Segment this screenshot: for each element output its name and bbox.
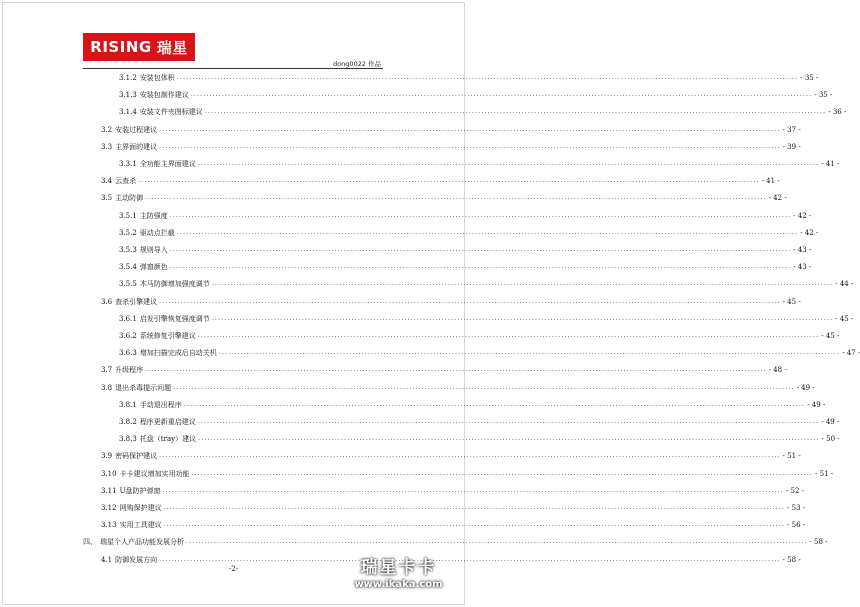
toc-entry-number: 3.3.1: [119, 160, 137, 168]
toc-entry[interactable]: [83, 433, 840, 445]
toc-dot-leader: ........................................................................................................................................................................................................: [211, 280, 834, 288]
toc-entry[interactable]: [83, 519, 806, 531]
toc-entry-title: 程序更新重启建议: [139, 418, 196, 426]
toc-entry-page: - 45 -: [782, 297, 801, 306]
toc-entry-title: U盘防护弹窗: [119, 486, 161, 495]
toc-entry-page: - 56 -: [787, 521, 806, 530]
toc-entry[interactable]: [83, 296, 801, 308]
toc-entry-number: 3.6.3: [119, 349, 137, 358]
toc-entry-number: 3.5.3: [119, 246, 137, 254]
toc-entry-page: - 35 -: [814, 91, 833, 100]
toc-entry[interactable]: [83, 192, 787, 204]
toc-entry-title: 密码保护建议: [115, 452, 158, 461]
toc-entry-page: - 53 -: [787, 504, 806, 512]
toc-dot-leader: ........................................................................................................................................................................................................: [169, 246, 792, 253]
ikaka-watermark: [336, 553, 461, 595]
toc-entry-number: 3.2: [101, 125, 113, 134]
toc-dot-leader: ........................................................................................................................................................................................................: [159, 555, 781, 563]
toc-entry[interactable]: [83, 124, 801, 136]
toc-entry-page: - 48 -: [768, 366, 787, 375]
toc-entry-page: - 51 -: [782, 452, 801, 461]
toc-dot-leader: ........................................................................................................................................................................................................: [186, 538, 808, 546]
toc-entry[interactable]: [83, 485, 805, 497]
toc-entry-page: - 50 -: [821, 435, 840, 444]
toc-entry-number: 3.1.4: [119, 108, 137, 117]
toc-dot-leader: ........................................................................................................................................................................................................: [169, 263, 792, 271]
toc-entry-title: 手动退出程序: [139, 400, 182, 409]
toc-dot-leader: ........................................................................................................................................................................................................: [197, 332, 820, 339]
toc-dot-leader: ........................................................................................................................................................................................................: [218, 349, 841, 357]
toc-entry-page: - 58 -: [782, 555, 801, 564]
toc-entry-number: 3.4: [101, 177, 113, 186]
toc-entry-number: 3.5.1: [119, 211, 137, 220]
header-rule: [83, 68, 383, 69]
toc-entry[interactable]: [83, 72, 819, 84]
watermark-url: www.ikaka.com: [354, 579, 443, 590]
toc-entry-page: - 41 -: [761, 177, 780, 186]
toc-entry-number: 3.8.2: [119, 418, 137, 426]
toc-dot-leader: ........................................................................................................................................................................................................: [183, 400, 806, 408]
toc-entry-number: 3.9: [101, 452, 113, 461]
toc-entry[interactable]: [83, 399, 826, 411]
toc-entry-number: 3.12: [101, 504, 117, 512]
toc-entry[interactable]: [83, 106, 847, 118]
toc-entry-number: 3.6.2: [119, 332, 137, 340]
toc-dot-leader: ........................................................................................................................................................................................................: [145, 194, 767, 202]
toc-dot-leader: ........................................................................................................................................................................................................: [159, 142, 781, 150]
toc-entry-number: 3.5.4: [119, 263, 137, 272]
toc-entry-page: - 37 -: [782, 125, 801, 134]
toc-dot-leader: ........................................................................................................................................................................................................: [191, 469, 814, 477]
toc-entry[interactable]: [83, 313, 854, 325]
toc-entry[interactable]: [83, 261, 812, 273]
toc-dot-leader: ........................................................................................................................................................................................................: [138, 177, 760, 185]
toc-dot-leader: ........................................................................................................................................................................................................: [190, 91, 813, 99]
toc-entry-title: 木马防御增加强度调节: [139, 280, 210, 289]
toc-dot-leader: ........................................................................................................................................................................................................: [145, 366, 767, 374]
toc-entry-title: 卡卡建议增加实用功能: [119, 469, 190, 478]
footer-page-number: -2-: [228, 565, 239, 573]
toc-entry[interactable]: [83, 89, 833, 101]
toc-dot-leader: ........................................................................................................................................................................................................: [176, 74, 799, 81]
toc-entry-page: - 45 -: [821, 332, 840, 340]
toc-entry[interactable]: [83, 227, 819, 239]
toc-entry-title: 安装包体积: [139, 74, 175, 82]
toc-entry[interactable]: [83, 364, 787, 376]
toc-dot-leader: ........................................................................................................................................................................................................: [176, 228, 799, 236]
toc-dot-leader: ........................................................................................................................................................................................................: [159, 125, 781, 133]
toc-entry-page: - 49 -: [796, 383, 815, 392]
toc-entry-title: 驱动点拦截: [139, 228, 175, 237]
toc-entry-page: - 45 -: [835, 314, 854, 323]
toc-entry-title: 规则导入: [139, 246, 168, 254]
toc-dot-leader: ........................................................................................................................................................................................................: [169, 211, 792, 219]
toc-entry-title: 托盘（tray）建议: [139, 435, 197, 444]
toc-entry-title: 安装过程建议: [115, 125, 158, 134]
toc-entry[interactable]: [83, 175, 780, 187]
toc-entry-title: 安装文件夹图标建议: [139, 108, 203, 117]
logo-text-en: RISING: [90, 38, 152, 56]
toc-entry-page: - 47 -: [842, 349, 860, 358]
toc-entry-number: 3.1.3: [119, 91, 137, 100]
toc-entry-page: - 49 -: [821, 418, 840, 426]
toc-entry[interactable]: [83, 468, 834, 480]
toc-entry-title: 增加扫描完成后自动关机: [139, 349, 217, 358]
toc-entry-number: 3.13: [101, 521, 117, 530]
toc-entry-title: 主界面的建议: [115, 142, 158, 151]
toc-entry[interactable]: [83, 158, 840, 170]
toc-entry[interactable]: [83, 416, 840, 428]
toc-entry-page: - 42 -: [793, 211, 812, 220]
toc-entry-page: - 42 -: [800, 228, 819, 237]
header-author: dong0022 作品: [333, 60, 381, 68]
toc-entry[interactable]: [83, 141, 801, 153]
toc-entry[interactable]: [83, 244, 812, 256]
toc-entry-title: 弹窗颜色: [139, 263, 168, 272]
rising-logo: [83, 33, 195, 61]
toc-entry-page: - 43 -: [793, 246, 812, 254]
toc-entry-title: 网购保护建议: [119, 504, 162, 512]
toc-entry-title: 全功能主界面建议: [139, 160, 196, 168]
toc-entry-title: 系统修复引擎建议: [139, 332, 196, 340]
toc-dot-leader: ........................................................................................................................................................................................................: [198, 435, 820, 443]
toc-entry-number: 3.11: [101, 486, 117, 495]
toc-entry[interactable]: [83, 502, 806, 514]
toc-entry[interactable]: [83, 536, 828, 548]
toc-entry-number: 3.5.5: [119, 280, 137, 289]
toc-dot-leader: ........................................................................................................................................................................................................: [162, 486, 784, 494]
toc-entry-title: 云查杀: [115, 177, 137, 186]
toc-entry-title: 升级程序: [115, 366, 144, 375]
toc-entry-title: 实用工具建议: [119, 521, 162, 530]
toc-entry-number: 3.6: [101, 297, 113, 306]
toc-entry-page: - 35 -: [800, 74, 819, 82]
toc-entry-title: 瑞星个人产品功能发展分析: [100, 538, 184, 547]
toc-entry-number: 3.10: [101, 469, 117, 478]
toc-entry-page: - 42 -: [768, 194, 787, 203]
toc-entry-number: 3.8: [101, 383, 113, 392]
toc-entry-title: 启发引擎恢复强度调节: [139, 314, 210, 323]
toc-entry-page: - 39 -: [782, 142, 801, 151]
toc-entry[interactable]: [83, 450, 801, 462]
toc-dot-leader: ........................................................................................................................................................................................................: [204, 108, 827, 116]
toc-entry-number: 3.3: [101, 142, 113, 151]
toc-entry-number: 3.5.2: [119, 228, 137, 237]
toc-dot-leader: ........................................................................................................................................................................................................: [211, 314, 834, 322]
toc-entry-page: - 41 -: [821, 160, 840, 168]
toc-entry-title: 查杀引擎建议: [115, 297, 158, 306]
toc-dot-leader: ........................................................................................................................................................................................................: [173, 383, 795, 391]
toc-entry-title: 主防强度: [139, 211, 168, 220]
toc-entry-number: 四、: [83, 538, 97, 547]
toc-entry-title: 主动防御: [115, 194, 144, 203]
toc-entry-title: 防御发展方向: [115, 555, 158, 564]
toc-entry-page: - 51 -: [815, 469, 834, 478]
toc-entry-number: 3.8.1: [119, 400, 137, 409]
toc-entry-number: 3.1.2: [119, 74, 137, 82]
toc-entry[interactable]: [83, 382, 815, 394]
toc-entry-title: 安装包制作建议: [139, 91, 189, 100]
toc-dot-leader: ........................................................................................................................................................................................................: [163, 504, 786, 511]
toc-entry-number: 4.1: [101, 555, 113, 564]
toc-entry-number: 3.8.3: [119, 435, 137, 444]
toc-entry-page: - 52 -: [785, 486, 805, 495]
toc-entry-number: 3.5: [101, 194, 113, 203]
toc-entry-title: 退出杀毒提示问题: [115, 383, 172, 392]
toc-entry-number: 3.7: [101, 366, 113, 375]
toc-dot-leader: ........................................................................................................................................................................................................: [163, 521, 786, 529]
toc-entry-page: - 43 -: [793, 263, 812, 272]
toc-entry-page: - 58 -: [809, 538, 828, 547]
toc-entry[interactable]: [83, 347, 860, 359]
toc-entry-page: - 36 -: [828, 108, 847, 117]
toc-entry-page: - 44 -: [835, 280, 854, 289]
toc-entry[interactable]: [83, 278, 854, 290]
toc-entry-page: - 49 -: [807, 400, 826, 409]
toc-dot-leader: ........................................................................................................................................................................................................: [159, 452, 781, 460]
toc-entry-number: 3.6.1: [119, 314, 137, 323]
toc-entry[interactable]: [83, 210, 812, 222]
toc-dot-leader: ........................................................................................................................................................................................................: [197, 418, 820, 425]
toc-dot-leader: ........................................................................................................................................................................................................: [159, 297, 781, 305]
toc-dot-leader: ........................................................................................................................................................................................................: [197, 160, 820, 167]
watermark-brand: 瑞星卡卡: [360, 558, 437, 578]
toc-entry[interactable]: [83, 330, 840, 342]
logo-text-cn: 瑞星: [156, 38, 188, 57]
